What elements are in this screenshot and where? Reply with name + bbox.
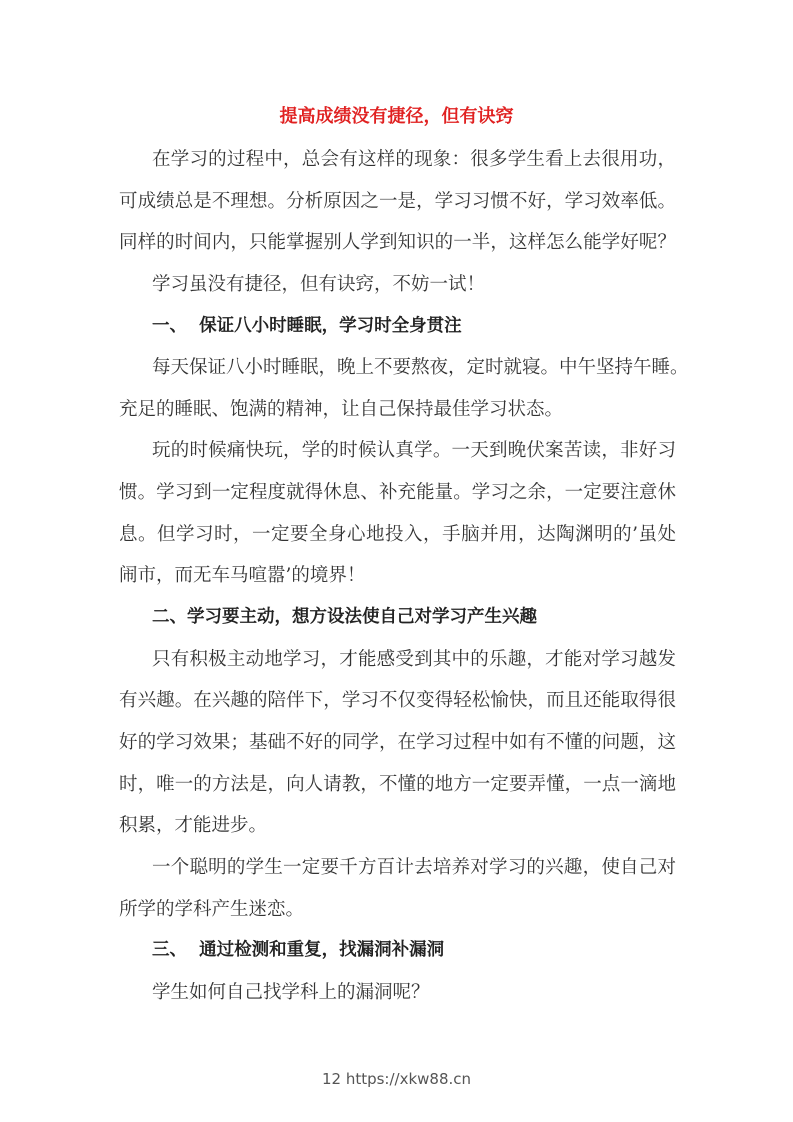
page-footer: 12 https://xkw88.cn bbox=[321, 1070, 472, 1088]
paragraph-line: 玩的时候痛快玩，学的时候认真学。一天到晚伏案苦读，非好习 bbox=[152, 440, 676, 462]
paragraph-line: 学生如何自己找学科上的漏洞呢？ bbox=[152, 981, 430, 1003]
paragraph-line: 息。但学习时，一定要全身心地投入，手脑并用，达陶渊明的’虽处 bbox=[119, 523, 676, 545]
paragraph-line: 一个聪明的学生一定要千方百计去培养对学习的兴趣，使自己对 bbox=[152, 856, 676, 878]
document-title: 提高成绩没有捷径，但有诀窍 bbox=[279, 106, 514, 127]
paragraph-line: 在学习的过程中，总会有这样的现象：很多学生看上去很用功， bbox=[152, 149, 676, 170]
section-heading-1: 一、 保证八小时睡眠，学习时全身贯注 bbox=[152, 315, 462, 336]
paragraph-line: 学习虽没有捷径，但有诀窍，不妨一试！ bbox=[152, 273, 486, 295]
paragraph-line: 积累，才能进步。 bbox=[119, 815, 268, 837]
paragraph-line: 所学的学科产生迷恋。 bbox=[119, 898, 305, 920]
paragraph-line: 闹市，而无车马喧嚣’的境界！ bbox=[119, 565, 366, 587]
paragraph-line: 充足的睡眠、饱满的精神，让自己保持最佳学习状态。 bbox=[119, 398, 564, 420]
paragraph-line: 同样的时间内，只能掌握别人学到知识的一半，这样怎么能学好呢？ bbox=[119, 232, 676, 254]
paragraph-line: 可成绩总是不理想。分析原因之一是，学习习惯不好，学习效率低。 bbox=[119, 190, 676, 212]
paragraph-line: 好的学习效果；基础不好的同学，在学习过程中如有不懂的问题，这 bbox=[119, 731, 676, 753]
section-heading-2: 二、学习要主动，想方设法使自己对学习产生兴趣 bbox=[152, 607, 537, 628]
paragraph-line: 每天保证八小时睡眠，晚上不要熬夜，定时就寝。中午坚持午睡。 bbox=[152, 357, 689, 379]
paragraph-line: 只有积极主动地学习，才能感受到其中的乐趣，才能对学习越发 bbox=[152, 648, 676, 670]
paragraph-line: 有兴趣。在兴趣的陪伴下，学习不仅变得轻松愉快，而且还能取得很 bbox=[119, 690, 676, 712]
section-heading-3: 三、 通过检测和重复，找漏洞补漏洞 bbox=[152, 940, 445, 961]
paragraph-line: 惯。学习到一定程度就得休息、补充能量。学习之余，一定要注意休 bbox=[119, 482, 676, 504]
paragraph-line: 时，唯一的方法是，向人请教，不懂的地方一定要弄懂，一点一滴地 bbox=[119, 773, 676, 795]
document-body bbox=[119, 139, 689, 1013]
